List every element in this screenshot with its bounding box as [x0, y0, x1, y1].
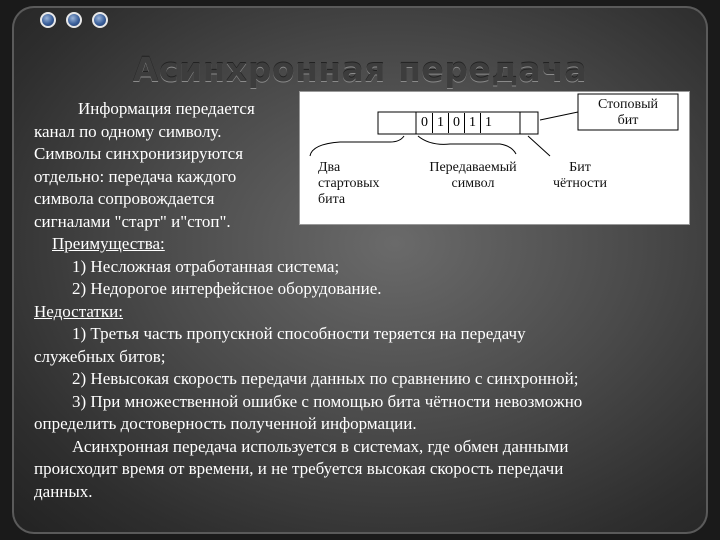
bit-cell: 0: [417, 113, 433, 133]
disadvantage-item-cont: определить достоверность полученной информации.: [34, 414, 417, 433]
disadvantage-item-cont: служебных битов;: [34, 346, 166, 366]
bit-sequence: [417, 113, 496, 133]
dot-icon: [92, 12, 108, 28]
dot-icon: [40, 12, 56, 28]
bit-cell: 1: [433, 113, 449, 133]
advantages-heading: Преимущества:: [52, 234, 165, 253]
bit-cell: 1: [465, 113, 481, 133]
slide-title: Асинхронная передача: [132, 50, 588, 89]
window-dots: [40, 12, 108, 28]
parity-bit-label: Бит чётности: [552, 160, 608, 191]
async-frame-diagram: [299, 91, 690, 225]
intro-line: Информация передается: [78, 99, 255, 118]
intro-line: символа сопровождается: [34, 189, 215, 208]
start-bits-label: Два стартовых бита: [318, 160, 380, 207]
conclusion-line: Асинхронная передача используется в системах, где обмен данными: [72, 436, 569, 456]
disadvantage-item: 2) Невысокая скорость передачи данных по сравнению с синхронной;: [72, 369, 579, 388]
bit-cell: 0: [449, 113, 465, 133]
transmitted-symbol-label: Передаваемый символ: [429, 160, 517, 191]
intro-line: Символы синхронизируются: [34, 144, 244, 163]
intro-line: сигналами "старт" и"стоп".: [34, 211, 231, 231]
conclusion-line: данных.: [34, 481, 93, 501]
dot-icon: [66, 12, 82, 28]
conclusion-line: происходит время от времени, и не требуется высокая скорость передачи: [34, 459, 564, 478]
bit-cell: 1: [485, 115, 492, 130]
disadvantage-item: 1) Третья часть пропускной способности теряется на передачу: [72, 324, 526, 343]
disadvantage-item: 3) При множественной ошибке с помощью бита чётности невозможно: [72, 391, 583, 411]
advantage-item: 2) Недорогое интерфейсное оборудование.: [72, 279, 382, 298]
intro-line: канал по одному символу.: [34, 121, 222, 141]
disadvantages-heading: Недостатки:: [34, 301, 123, 321]
stop-bit-label: Стоповый бит: [597, 97, 659, 128]
advantage-item: 1) Несложная отработанная система;: [72, 256, 340, 276]
intro-line: отдельно: передача каждого: [34, 166, 237, 186]
